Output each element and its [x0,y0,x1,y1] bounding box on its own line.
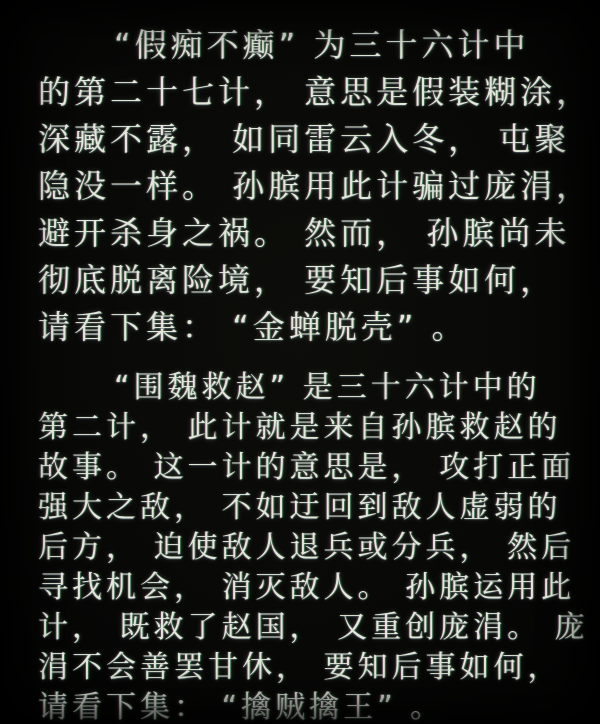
text-line: 深藏不露， 如同雷云入冬， 屯聚 [38,120,571,158]
paragraph-jia-chi-bu-dian [38,22,593,351]
text-line: “假痴不癫” 为三十六计中 [114,26,530,64]
text-line: 请看下集： “擒贼擒王” 。 [38,690,445,724]
text-line: 寻找机会， 消灭敌人。 孙膑运用此 [38,570,576,605]
paragraph-wei-wei-jiu-zhao [38,368,589,724]
text-line: “围魏救赵” 是三十六计中的 [114,370,541,405]
text-line: 强大之敌， 不如迂回到敌人虚弱的 [38,490,562,525]
text-line: 请看下集： “金蝉脱壳” 。 [38,308,468,346]
text-line: 彻底脱离险境， 要知后事如何， [38,261,557,299]
text-line: 的第二十七计， 意思是假装糊涂， [38,73,593,111]
text-line: 第二计， 此计就是来自孙膑救赵的 [38,410,562,445]
text-line: 隐没一样。 孙膑用此计骗过庞涓， [38,167,593,205]
text-line: 避开杀身之祸。 然而， 孙膑尚未 [38,214,571,252]
text-line: 后方， 迫使敌人退兵或分兵， 然后 [38,530,576,565]
text-line: 故事。 这一计的意思是， 攻打正面 [38,450,576,485]
text-line: 计， 既救了赵国， 又重创庞涓。 庞 [38,610,589,645]
text-line: 涓不会善罢甘休， 要知后事如何， [38,650,562,685]
